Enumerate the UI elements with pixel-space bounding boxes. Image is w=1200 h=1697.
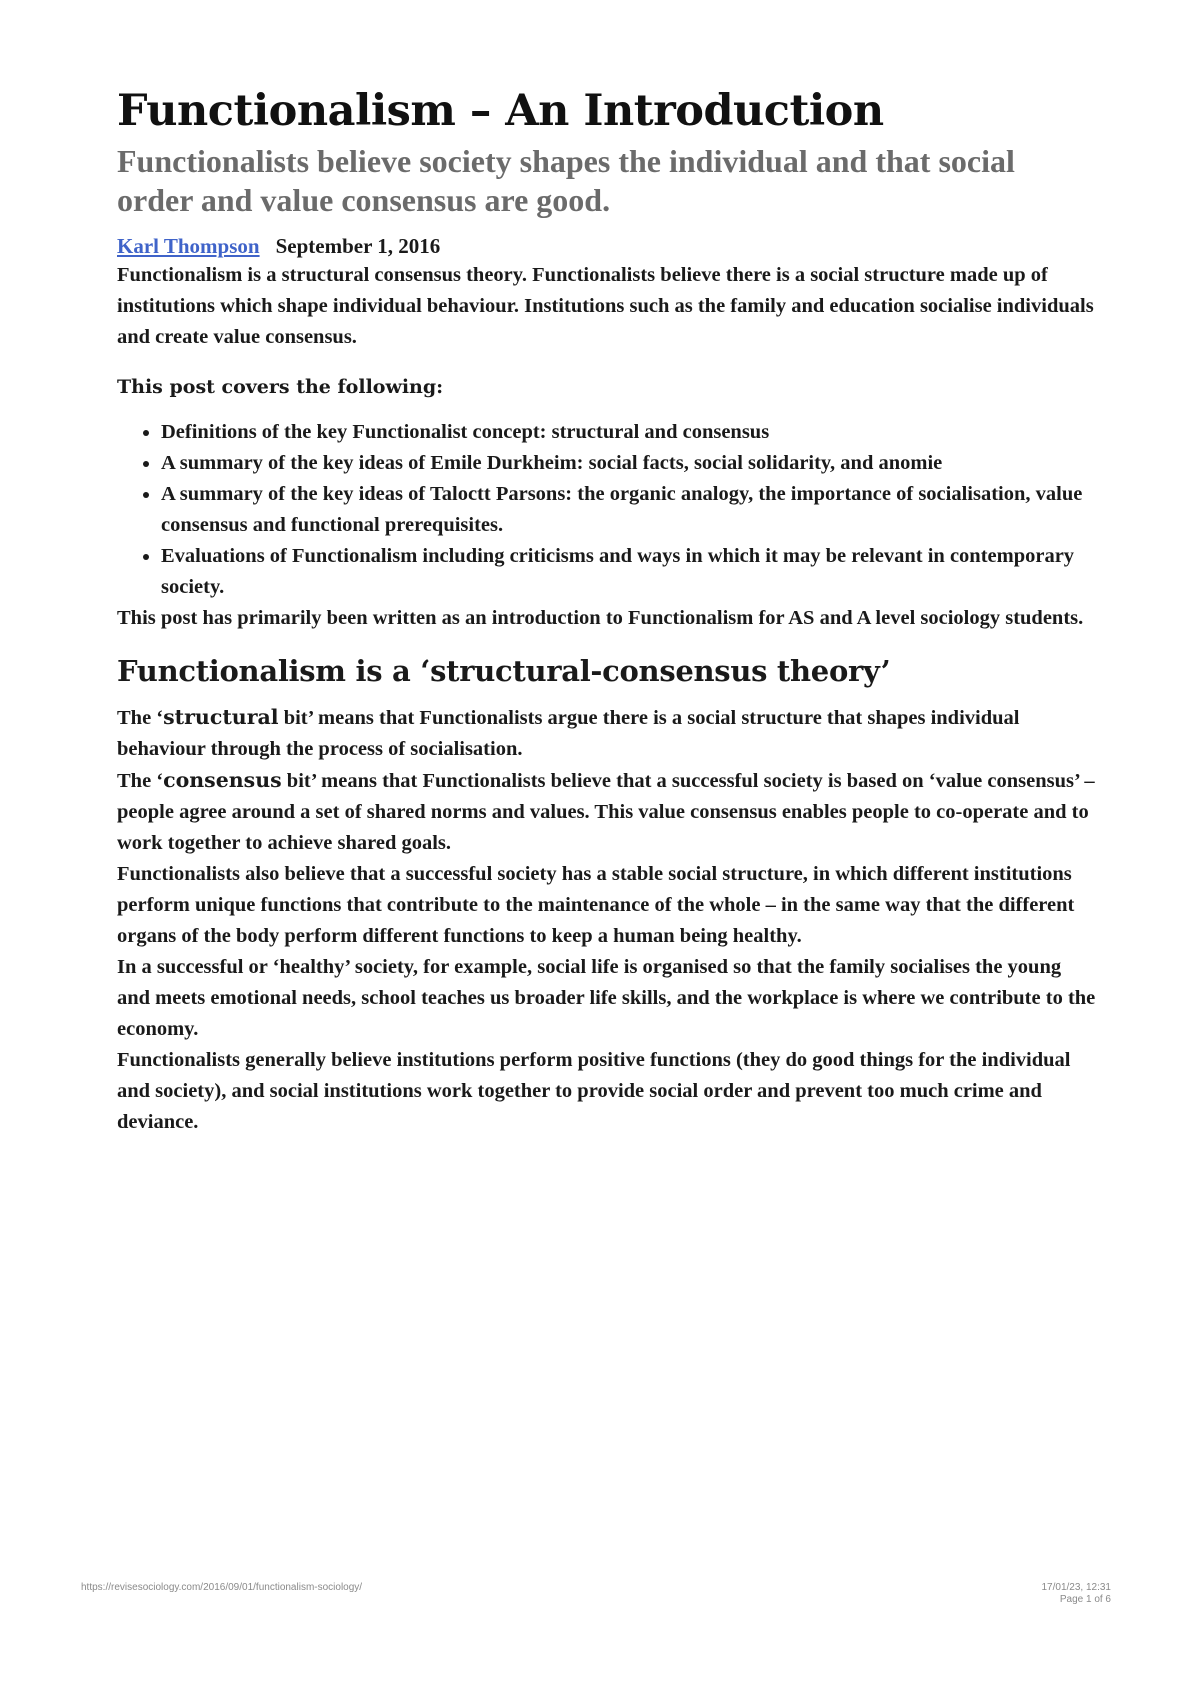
positive-functions-paragraph: Functionalists generally believe institutions perform positive functions (they do good things for the individual and society), and social institutions work together to provide social order and prevent too much crime and deviance. <box>117 1049 1071 1133</box>
covers-list <box>117 417 1097 603</box>
article-subtitle: Functionalists believe society shapes the individual and that social order and value consensus are good. <box>117 143 1015 218</box>
consensus-before: The ‘ <box>117 770 164 792</box>
list-item: • Evaluations of Functionalism including criticisms and ways in which it may be relevant in contemporary society. <box>161 541 1097 603</box>
section-heading: Functionalism is a ‘structural-consensus theory’ <box>117 654 891 688</box>
structural-term: structural <box>163 705 279 729</box>
covers-heading: This post covers the following: <box>117 376 444 398</box>
structural-paragraph <box>117 702 1097 765</box>
intro-paragraph: Functionalism is a structural consensus theory. Functionalists believe there is a social structure made up of institutions which shape individual behaviour. Institutions such as the family and education socialise individuals and create value consensus. <box>117 264 1094 348</box>
publish-date: September 1, 2016 <box>275 234 441 258</box>
footer-page-number: Page 1 of 6 <box>1059 1594 1111 1605</box>
list-item: • A summary of the key ideas of Taloctt Parsons: the organic analogy, the importance of socialisation, value consensus and functional prerequisites. <box>161 479 1097 541</box>
footer-timestamp: 17/01/23, 12:31 <box>1041 1582 1111 1593</box>
consensus-term: consensus <box>163 768 282 792</box>
article <box>117 84 1097 1138</box>
footer-url: https://revisesociology.com/2016/09/01/functionalism-sociology/ <box>81 1582 363 1593</box>
structural-before: The ‘ <box>117 707 164 729</box>
page-title: Functionalism – An Introduction <box>117 86 884 136</box>
institutions-paragraph: Functionalists also believe that a successful society has a stable social structure, in which different institutions perform unique functions that contribute to the maintenance of the whole – in the same way that the different organs of the body perform different functions to keep a human being healthy. <box>117 863 1075 947</box>
healthy-society-paragraph: In a successful or ‘healthy’ society, for example, social life is organised so that the family socialises the young and meets emotional needs, school teaches us broader life skills, and the workplace is where we contribute to the economy. <box>117 956 1096 1040</box>
footer-meta <box>1041 1582 1111 1606</box>
byline <box>117 232 1097 260</box>
consensus-paragraph <box>117 765 1097 859</box>
list-item: • A summary of the key ideas of Emile Durkheim: social facts, social solidarity, and anomie <box>161 448 1097 479</box>
consensus-after: bit’ means that Functionalists believe that a successful society is based on ‘value consensus’ – people agree around a set of shared norms and values. This value consensus enables people to co-operate and to work together to achieve shared goals. <box>117 770 1095 854</box>
purpose-paragraph: This post has primarily been written as an introduction to Functionalism for AS and A level sociology students. <box>117 607 1084 629</box>
list-item: • Definitions of the key Functionalist concept: structural and consensus <box>161 417 1097 448</box>
author-link[interactable]: Karl Thompson <box>117 234 260 258</box>
structural-after: bit’ means that Functionalists argue there is a social structure that shapes individual behaviour through the process of socialisation. <box>117 707 1020 760</box>
